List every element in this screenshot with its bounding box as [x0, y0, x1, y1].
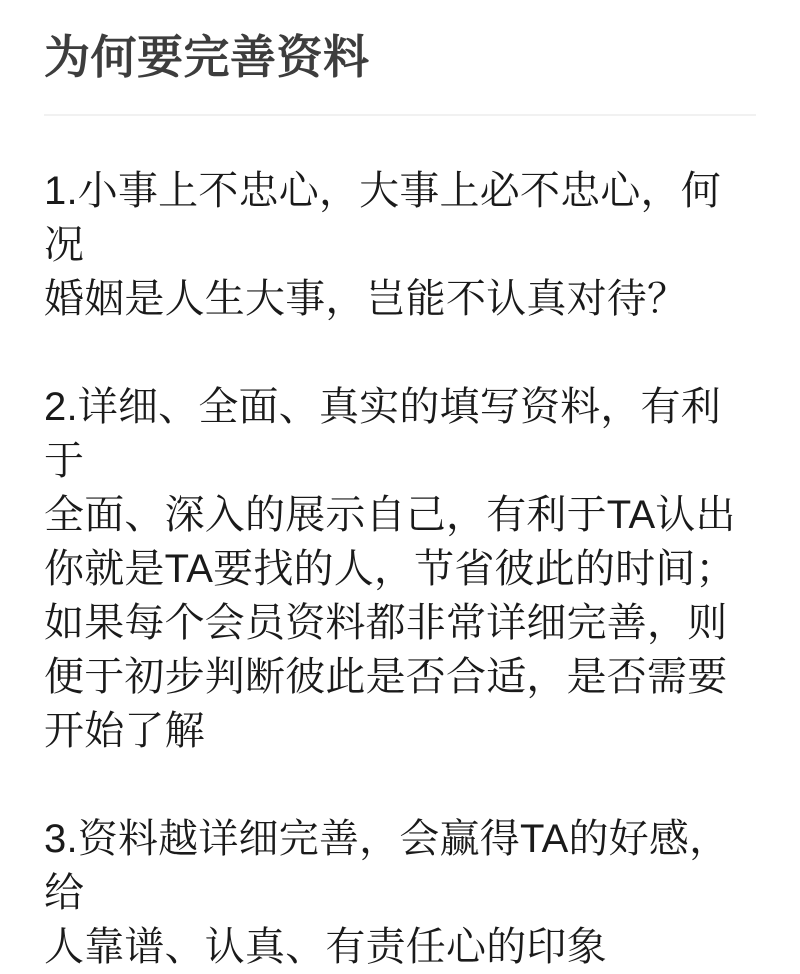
paragraph-2: 2.详细、全面、真实的填写资料，有利于 全面、深入的展示自己，有利于TA认出 你就是TA要找的人，节省彼此的时间； 如果每个会员资料都非常详细完善，则 便于初步判断彼此是否合适，是否需要 开始了解 [44, 385, 736, 753]
page-title: 为何要完善资料 [44, 31, 370, 83]
paragraph-1: 1.小事上不忠心，大事上必不忠心，何况 婚姻是人生大事，岂能不认真对待？ [44, 169, 721, 321]
title-divider [44, 114, 756, 116]
paragraph-3: 3.资料越详细完善，会赢得TA的好感，给 人靠谱、认真、有责任心的印象 [44, 817, 730, 969]
article-body [44, 164, 756, 974]
